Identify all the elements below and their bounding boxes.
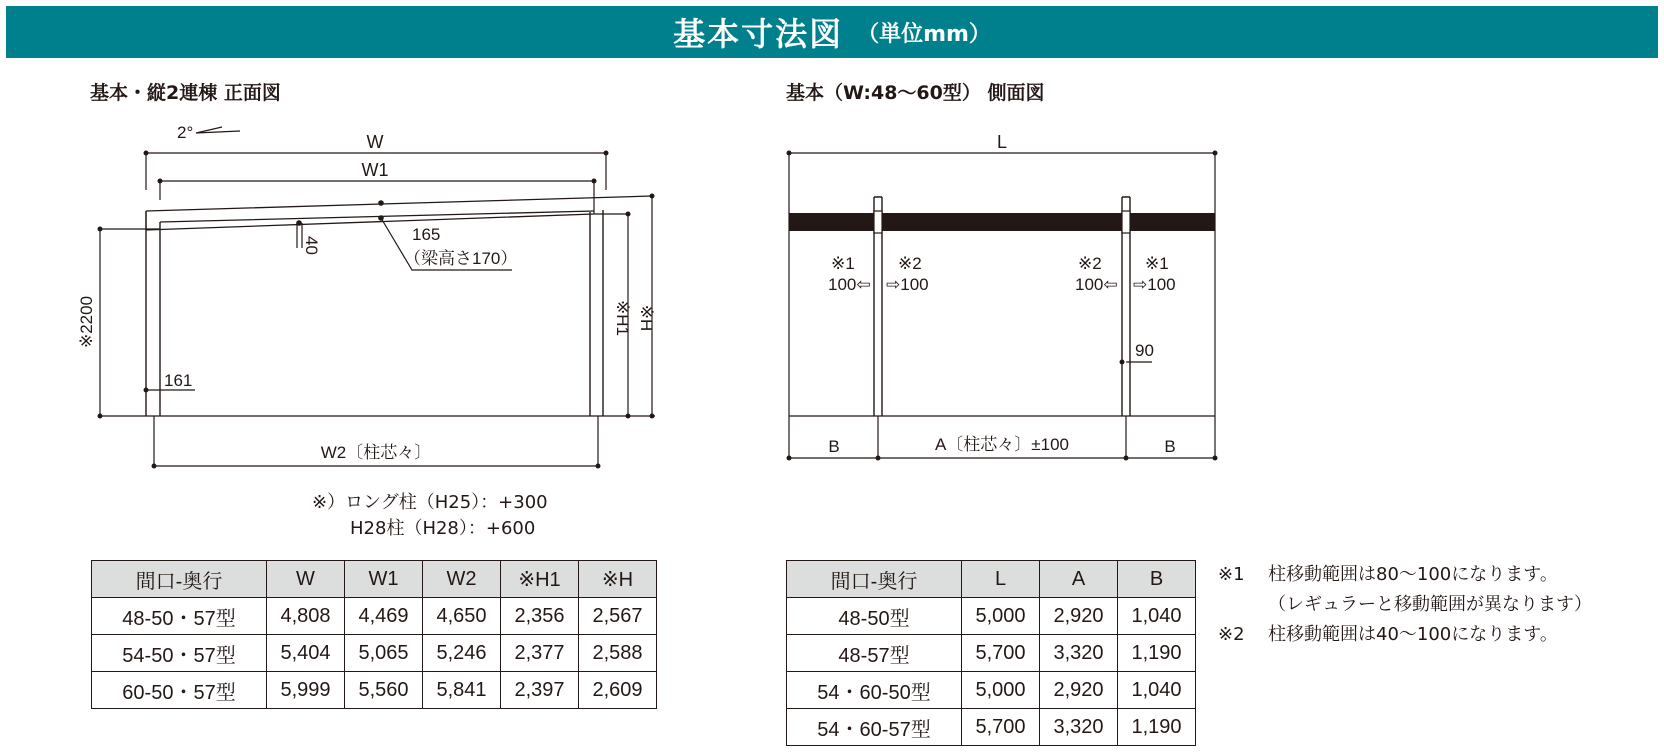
table-cell: 1,190	[1118, 709, 1196, 746]
table-cell: 2,920	[1040, 672, 1118, 709]
table-cell: 1,040	[1118, 672, 1196, 709]
front-view-subtitle: 基本・縦2連棟 正面図	[90, 82, 281, 104]
dot	[98, 414, 103, 419]
table-header-row	[787, 561, 1196, 598]
l-label: L	[996, 132, 1008, 152]
dot	[1213, 456, 1218, 461]
page-title: 基本寸法図	[673, 15, 844, 53]
table-cell: 3,320	[1040, 635, 1118, 672]
side-spec-table	[786, 560, 1196, 746]
side-post-left-cap	[874, 211, 882, 233]
col-header: L	[962, 561, 1040, 598]
table-cell: 1,040	[1118, 598, 1196, 635]
dot	[378, 200, 384, 206]
table-cell: 5,560	[345, 672, 423, 709]
table-row	[787, 598, 1196, 635]
table-cell: 2,920	[1040, 598, 1118, 635]
post-range-legend	[1218, 560, 1592, 650]
table-cell: 48-50型	[787, 598, 962, 635]
roof-outline	[146, 196, 652, 230]
table-header-row	[92, 561, 657, 598]
dot	[604, 151, 609, 156]
dot	[144, 388, 149, 393]
side-post-right-cap	[1122, 211, 1130, 233]
table-cell: 54・60-57型	[787, 709, 962, 746]
table-cell: 48-57型	[787, 635, 962, 672]
d165-label: 165	[412, 225, 441, 244]
legend-row	[1218, 620, 1592, 650]
dot	[787, 151, 792, 156]
table-cell: 54-50・57型	[92, 635, 267, 672]
table-cell: 2,609	[579, 672, 657, 709]
table-cell: 54・60-50型	[787, 672, 962, 709]
h-label: ※H	[637, 304, 656, 332]
h2200-label: ※2200	[77, 295, 96, 349]
b-left-label: B	[828, 437, 840, 456]
table-cell: 4,469	[345, 598, 423, 635]
w1-dimension	[160, 181, 594, 200]
table-cell: 5,246	[423, 635, 501, 672]
dot	[152, 464, 157, 469]
right-post	[590, 210, 603, 416]
angle-label: 2°	[177, 123, 194, 142]
mark1-left: ※1	[831, 254, 855, 273]
dot	[592, 179, 597, 184]
legend-mark: ※1	[1218, 564, 1245, 585]
legend-row	[1218, 590, 1592, 620]
col-header: ※H	[579, 561, 657, 598]
dot	[596, 464, 601, 469]
table-cell: 5,065	[345, 635, 423, 672]
table-cell: 4,650	[423, 598, 501, 635]
side-beam	[789, 213, 1215, 231]
right-post-outer-100: ⇨100	[1133, 275, 1176, 294]
col-header: B	[1118, 561, 1196, 598]
table-cell: 5,000	[962, 672, 1040, 709]
h28-post-note: H28柱（H28）：+600	[350, 518, 536, 539]
front-spec-table	[91, 560, 657, 709]
table-cell: 5,000	[962, 598, 1040, 635]
d90-label: 90	[1135, 341, 1154, 360]
table-cell: 2,377	[501, 635, 579, 672]
col-header: 間口-奥行	[92, 561, 267, 598]
dot	[378, 215, 384, 221]
legend-row	[1218, 560, 1592, 590]
dot	[1124, 456, 1129, 461]
dot	[1213, 151, 1218, 156]
table-cell: 5,404	[267, 635, 345, 672]
dot	[98, 227, 103, 232]
table-cell: 5,700	[962, 635, 1040, 672]
legend-text: （レギュラーと移動範囲が異なります）	[1268, 594, 1592, 615]
table-cell: 60-50・57型	[92, 672, 267, 709]
table-cell: 3,320	[1040, 709, 1118, 746]
legend-mark	[1218, 590, 1268, 620]
table-row	[92, 598, 657, 635]
dot	[876, 456, 881, 461]
table-cell: 2,397	[501, 672, 579, 709]
w1-label: W1	[361, 160, 389, 180]
table-cell: 2,356	[501, 598, 579, 635]
mark2-right: ※2	[1078, 254, 1102, 273]
mark2-left: ※2	[898, 254, 922, 273]
legend-mark: ※2	[1218, 624, 1245, 645]
left-post	[146, 211, 160, 416]
dot	[787, 456, 792, 461]
table-row	[787, 635, 1196, 672]
table-row	[92, 672, 657, 709]
d161-label: 161	[164, 371, 193, 390]
table-cell: 4,808	[267, 598, 345, 635]
table-cell: 1,190	[1118, 635, 1196, 672]
h2200-dimension	[100, 229, 160, 416]
table-row	[787, 709, 1196, 746]
mark1-right: ※1	[1145, 254, 1169, 273]
d40-label: 40	[302, 236, 321, 255]
table-row	[787, 672, 1196, 709]
angle-indicator	[196, 127, 240, 133]
table-cell: 48-50・57型	[92, 598, 267, 635]
dot	[650, 414, 655, 419]
table-cell: 5,700	[962, 709, 1040, 746]
col-header: ※H1	[501, 561, 579, 598]
w-label: W	[366, 132, 384, 152]
table-cell: 5,999	[267, 672, 345, 709]
legend-text: 柱移動範囲は40〜100になります。	[1268, 624, 1558, 645]
table-cell: 2,588	[579, 635, 657, 672]
col-header: W1	[345, 561, 423, 598]
beam-height-label: （梁高さ170）	[404, 249, 518, 268]
long-post-note: ※）ロング柱（H25）：+300	[312, 492, 548, 513]
col-header: A	[1040, 561, 1118, 598]
left-post-inner-100: ⇨100	[886, 275, 929, 294]
dot	[296, 220, 302, 226]
table-cell: 5,841	[423, 672, 501, 709]
table-cell: 2,567	[579, 598, 657, 635]
right-post-inner-100: 100⇦	[1075, 275, 1118, 294]
col-header: W	[267, 561, 345, 598]
b-right-label: B	[1164, 437, 1176, 456]
side-view-subtitle: 基本（W:48〜60型） 側面図	[786, 82, 1045, 104]
col-header: 間口-奥行	[787, 561, 962, 598]
dot	[626, 212, 631, 217]
dot	[626, 414, 631, 419]
dot	[158, 179, 163, 184]
left-post-outer-100: 100⇦	[828, 275, 871, 294]
h1-label: ※H1	[613, 300, 632, 336]
dot	[144, 151, 149, 156]
dot	[1120, 360, 1125, 365]
col-header: W2	[423, 561, 501, 598]
table-row	[92, 635, 657, 672]
w2-label: W2〔柱芯々〕	[320, 443, 432, 462]
unit-label: （単位mm）	[857, 21, 991, 47]
dot	[650, 194, 655, 199]
legend-text: 柱移動範囲は80〜100になります。	[1268, 564, 1558, 585]
a-label: A〔柱芯々〕±100	[934, 435, 1070, 454]
d40-leader	[297, 223, 302, 248]
